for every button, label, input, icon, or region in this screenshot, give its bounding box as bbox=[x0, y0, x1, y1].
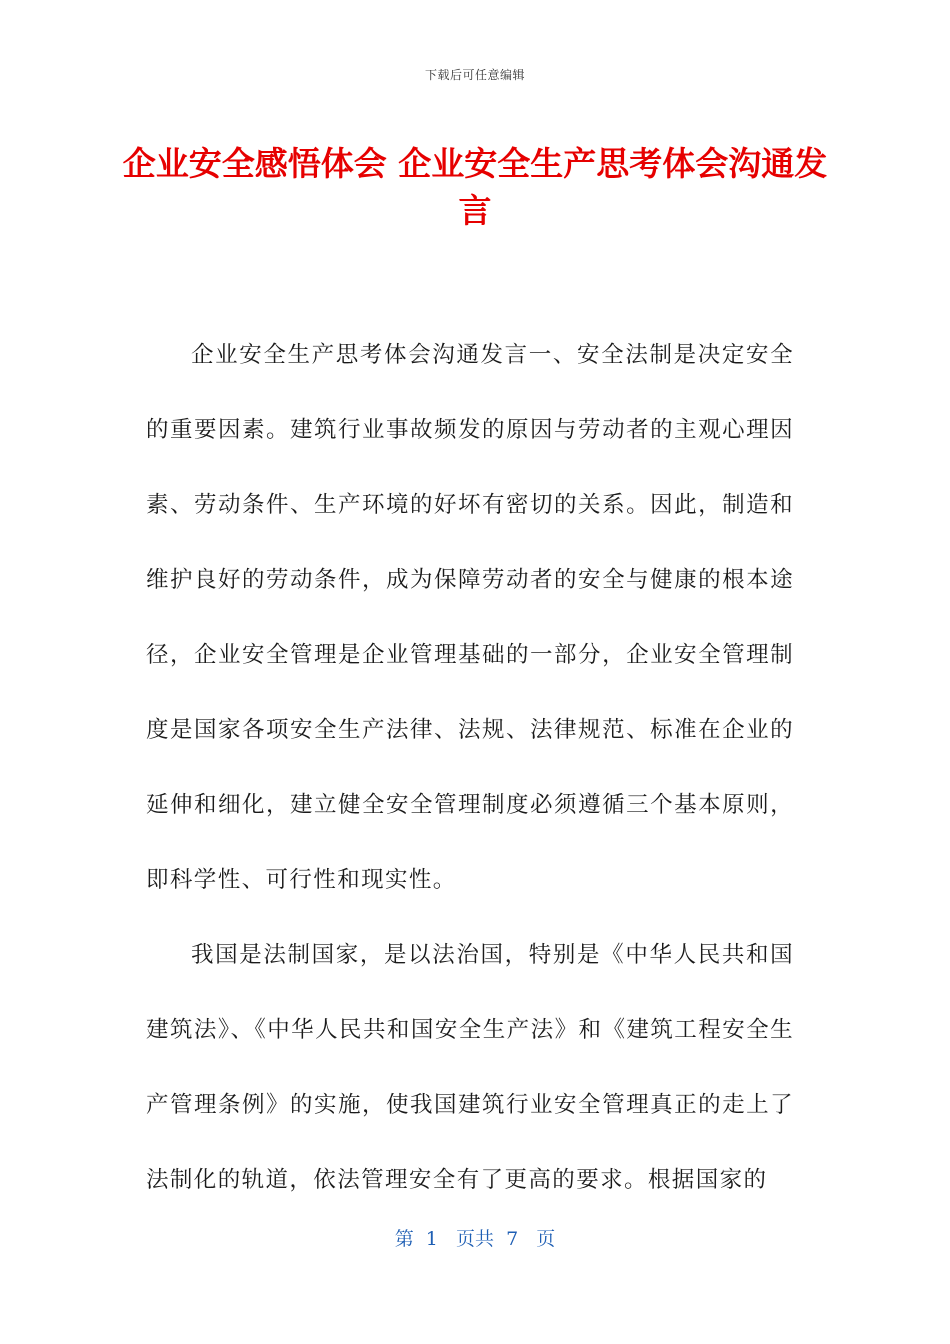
page-number-footer: 第 1 页共 7 页 bbox=[394, 1228, 556, 1250]
document-title: 企业安全感悟体会 企业安全生产思考体会沟通发言 bbox=[122, 144, 828, 230]
header-note: 下载后可任意编辑 bbox=[424, 68, 525, 82]
document-body bbox=[146, 318, 794, 1218]
paragraph: 企业安全生产思考体会沟通发言一、安全法制是决定安全的重要因素。建筑行业事故频发的原因与劳动者的主观心理因素、劳动条件、生产环境的好坏有密切的关系。因此，制造和维护良好的劳动条件，成为保障劳动者的安全与健康的根本途径，企业安全管理是企业管理基础的一部分，企业安全管理制度是国家各项安全生产法律、法规、法律规范、标准在企业的延伸和细化，建立健全安全管理制度必须遵循三个基本原则，即科学性、可行性和现实性。 bbox=[146, 342, 794, 893]
paragraph: 我国是法制国家，是以法治国，特别是《中华人民共和国建筑法》、《中华人民共和国安全生产法》和《建筑工程安全生产管理条例》的实施，使我国建筑行业安全管理真正的走上了法制化的轨道，依法管理安全有了更高的要求。根据国家的 bbox=[146, 942, 794, 1193]
